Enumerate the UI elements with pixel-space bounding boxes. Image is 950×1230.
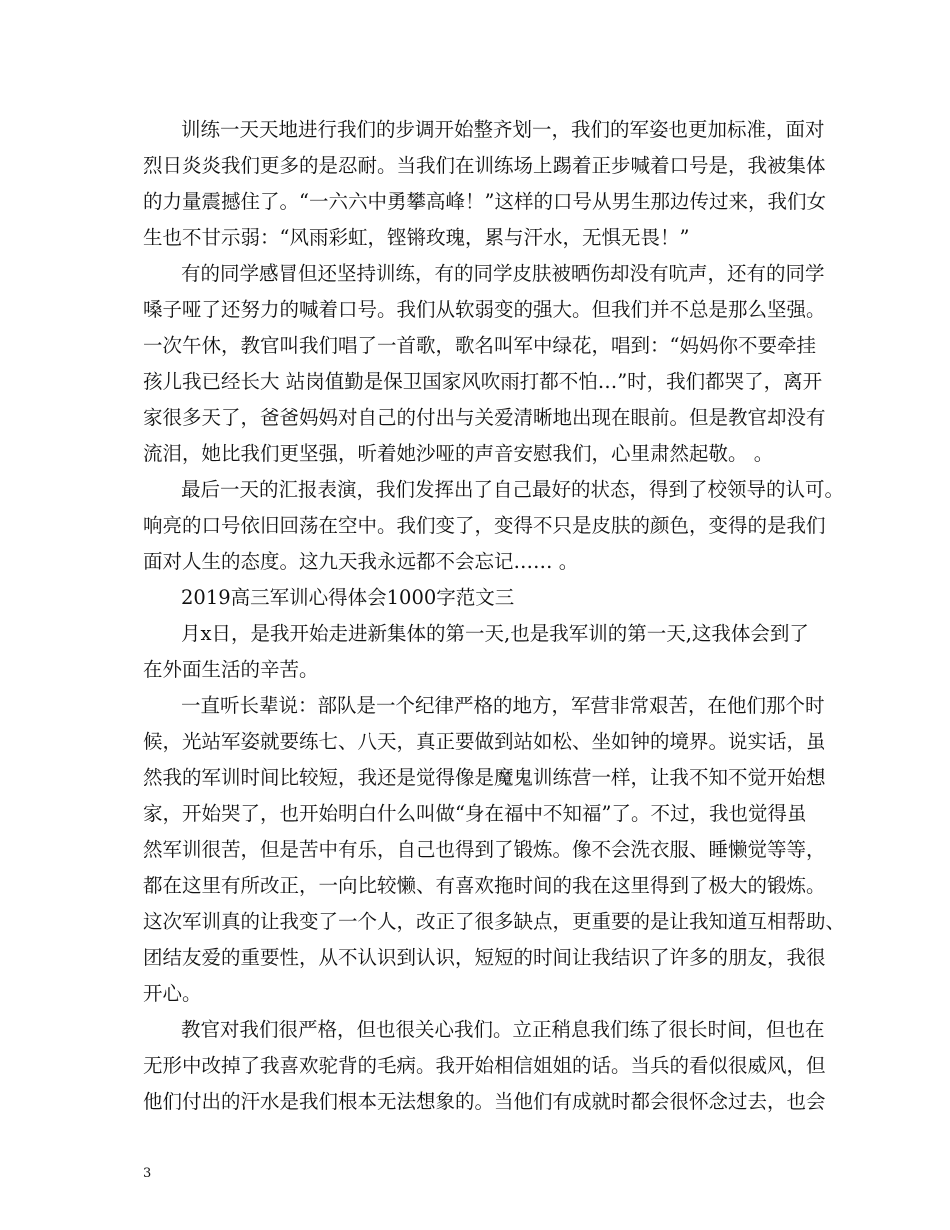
text-line: 教官对我们很严格，但也很关心我们。立正稍息我们练了很长时间，但也在 <box>181 1018 825 1041</box>
text-line: 响亮的口号依旧回荡在空中。我们变了，变得不只是皮肤的颜色，变得的是我们 <box>143 514 826 537</box>
text-line: 孩儿我已经长大 站岗值勤是保卫国家风吹雨打都不怕…”时，我们都哭了，离开 <box>143 370 823 393</box>
text-line: 的力量震撼住了。“一六六中勇攀高峰！”这样的口号从男生那边传过来，我们女 <box>143 190 826 213</box>
text-line: 一直听长辈说：部队是一个纪律严格的地方，军营非常艰苦，在他们那个时 <box>181 694 825 717</box>
text-line: 开心。 <box>143 982 202 1005</box>
text-line: 他们付出的汗水是我们根本无法想象的。当他们有成就时都会很怀念过去，也会 <box>143 1090 826 1113</box>
text-line: 月x日，是我开始走进新集体的第一天,也是我军训的第一天,这我体会到了 <box>181 622 809 645</box>
text-line: 候，光站军姿就要练七、八天，真正要做到站如松、坐如钟的境界。说实话，虽 <box>143 730 826 753</box>
text-line: 嗓子哑了还努力的喊着口号。我们从软弱变的强大。但我们并不总是那么坚强。 <box>143 298 826 321</box>
page-number: 3 <box>143 1166 152 1181</box>
text-line: 家，开始哭了，也开始明白什么叫做“身在福中不知福”了。不过，我也觉得虽 <box>143 802 807 825</box>
text-line: 烈日炎炎我们更多的是忍耐。当我们在训练场上踢着正步喊着口号是，我被集体 <box>143 154 826 177</box>
text-line: 无形中改掉了我喜欢驼背的毛病。我开始相信姐姐的话。当兵的看似很威风，但 <box>143 1054 826 1077</box>
text-line: 然我的军训时间比较短，我还是觉得像是魔鬼训练营一样，让我不知不觉开始想 <box>143 766 826 789</box>
section-heading: 2019高三军训心得体会1000字范文三 <box>181 586 515 609</box>
text-line: 最后一天的汇报表演，我们发挥出了自己最好的状态，得到了校领导的认可。 <box>181 478 845 501</box>
text-line: 训练一天天地进行我们的步调开始整齐划一，我们的军姿也更加标准，面对 <box>181 118 825 141</box>
text-line: 一次午休，教官叫我们唱了一首歌，歌名叫军中绿花，唱到：“妈妈你不要牵挂 <box>143 334 816 357</box>
text-line: 这次军训真的让我变了一个人，改正了很多缺点，更重要的是让我知道互相帮助、 <box>143 910 846 933</box>
text-line: 都在这里有所改正，一向比较懒、有喜欢拖时间的我在这里得到了极大的锻炼。 <box>143 874 826 897</box>
text-line: 生也不甘示弱：“风雨彩虹，铿锵玫瑰，累与汗水，无惧无畏！” <box>143 226 690 249</box>
text-line: 有的同学感冒但还坚持训练，有的同学皮肤被晒伤却没有吭声，还有的同学 <box>181 262 825 285</box>
text-line: 然军训很苦，但是苦中有乐，自己也得到了锻炼。像不会洗衣服、睡懒觉等等， <box>143 838 826 861</box>
text-line: 在外面生活的辛苦。 <box>143 658 319 681</box>
text-line: 流泪，她比我们更坚强，听着她沙哑的声音安慰我们，心里肃然起敬。 。 <box>143 442 774 465</box>
text-line: 团结友爱的重要性，从不认识到认识，短短的时间让我结识了许多的朋友，我很 <box>143 946 826 969</box>
text-line: 家很多天了，爸爸妈妈对自己的付出与关爱清晰地出现在眼前。但是教官却没有 <box>143 406 826 429</box>
text-line: 面对人生的态度。这九天我永远都不会忘记…… 。 <box>143 550 579 573</box>
